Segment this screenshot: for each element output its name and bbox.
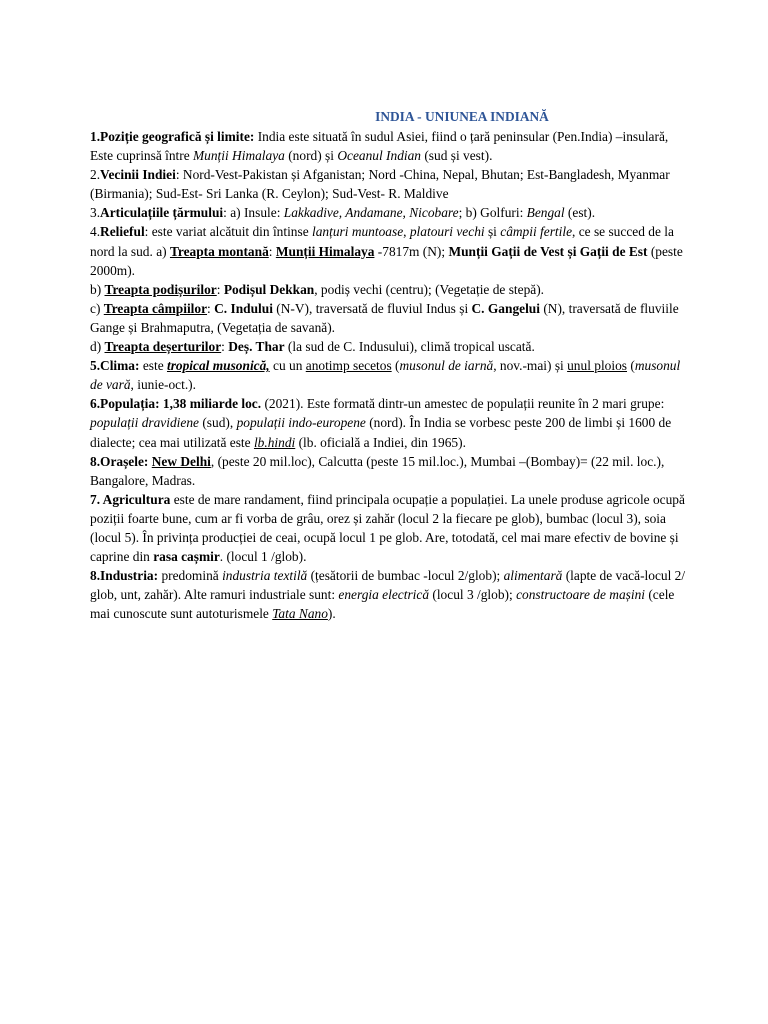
text: c) xyxy=(90,300,104,316)
text: (peste 2000m). xyxy=(90,243,683,278)
term: industria textilă xyxy=(222,568,308,584)
text: (lapte de vacă-locul 2/ glob, unt, zahăr). Alte ramuri industriale sunt: xyxy=(90,568,686,603)
term: Munții Himalaya xyxy=(275,243,375,259)
section-heading: 6.Populația: xyxy=(90,396,160,412)
term: Podișul Dekkan xyxy=(223,281,315,297)
text: (sud și vest). xyxy=(421,148,493,164)
text: (locul 3 /glob); xyxy=(429,587,517,603)
text: : xyxy=(216,281,224,297)
text: -7817m (N); xyxy=(374,243,449,259)
term: musonul de vară xyxy=(90,358,681,393)
document-title: INDIA - UNIUNEA INDIANĂ xyxy=(375,109,549,124)
text: (nord). În India se vorbesc peste 200 de limbi și 1600 de dialecte; cea mai utilizată este xyxy=(90,415,672,450)
term: Tata Nano xyxy=(272,606,328,622)
term: Lakkadive, Andamane, Nicobare xyxy=(283,205,459,221)
text: , xyxy=(403,224,410,240)
text: (N-V), traversată de fluviul Indus și xyxy=(272,300,472,316)
text: : este variat alcătuit din întinse xyxy=(144,224,313,240)
text: : Nord-Vest-Pakistan și Afganistan; Nord -China, Nepal, Bhutan; Est-Bangladesh, Myanmar (Birmania); Sud-Est- Sri Lanka (R. Ceylon); Sud-Vest- R. Maldive xyxy=(90,167,670,202)
term: New Delhi xyxy=(151,453,211,469)
text: ). xyxy=(327,606,336,622)
text: (est). xyxy=(564,205,596,221)
text: , (peste 20 mil.loc), Calcutta (peste 15 mil.loc.), Mumbai –(Bombay)= (22 mil. loc.), Bangalore, Madras. xyxy=(90,453,665,488)
text: și xyxy=(484,224,501,240)
term: anotimp secetos xyxy=(305,358,392,374)
section-heading: 8.Orașele: xyxy=(90,453,149,469)
text: , iunie-oct.). xyxy=(130,377,196,393)
text: ( xyxy=(391,358,400,374)
text: este de mare randament, fiind principala ocupație a populației. La unele produse agricole ocupă poziții foarte bune, cum ar fi vorba de grâu, orez și zahăr (locul 2 la fiecare pe glob), bumbac (locul 3), soia (locul 5). În privința producției de ceai, ocupă locul 1 pe glob. Are, totodată, cel mai mare efectiv de bovine și caprine din xyxy=(90,491,685,565)
text: , nov.-mai) și xyxy=(493,358,568,374)
section-relief-d xyxy=(90,337,690,356)
term: lanțuri muntoase xyxy=(312,224,404,240)
text: : xyxy=(221,339,229,355)
term: unul ploios xyxy=(567,358,628,374)
section-heading: Articulațiile țărmului xyxy=(100,205,224,221)
section-heading: 8.Industria: xyxy=(90,568,159,584)
term: musonul de iarnă xyxy=(399,358,494,374)
term: Bengal xyxy=(526,205,565,221)
term: Munții Himalaya xyxy=(193,148,285,164)
text: (la sud de C. Indusului), climă tropical uscată. xyxy=(284,339,535,355)
term: Oceanul Indian xyxy=(337,148,421,164)
section-heading: 5.Clima: xyxy=(90,358,140,374)
section-position xyxy=(90,127,690,165)
text: d) xyxy=(90,339,105,355)
subheading: Treapta deșerturilor xyxy=(104,339,222,355)
subheading: Treapta montană xyxy=(169,243,269,259)
text: cu un xyxy=(269,358,306,374)
text: ( xyxy=(627,358,635,374)
section-population xyxy=(90,394,690,451)
text: : xyxy=(207,300,215,316)
text: predomină xyxy=(158,568,223,584)
section-climate xyxy=(90,356,690,394)
text: (sud), xyxy=(198,415,237,431)
text: India este situată în sudul Asiei, fiind o țară peninsular (Pen.India) –insulară, Este cuprinsă între xyxy=(90,129,669,164)
section-relief-c xyxy=(90,299,690,337)
section-heading: 7. Agricultura xyxy=(90,491,171,507)
term: platouri vechi xyxy=(409,224,485,240)
section-agriculture xyxy=(90,490,690,566)
section-number: 3. xyxy=(90,205,101,221)
section-heading: Relieful xyxy=(100,224,145,240)
section-industry xyxy=(90,566,690,623)
subheading: Treapta podișurilor xyxy=(104,281,217,297)
text: , ce se succed de la nord la sud. a) xyxy=(90,224,674,259)
term: energia electrică xyxy=(338,587,430,603)
text: (lb. oficială a Indiei, din 1965). xyxy=(295,434,466,450)
text: : xyxy=(268,243,276,259)
section-number: 2. xyxy=(90,167,101,183)
term: rasa cașmir xyxy=(153,549,220,565)
term: Munții Gații de Vest și Gații de Est xyxy=(448,243,648,259)
section-cities xyxy=(90,452,690,490)
text: este xyxy=(139,358,167,374)
section-heading: Vecinii Indiei xyxy=(100,167,176,183)
document-body xyxy=(90,127,690,623)
text: b) xyxy=(90,281,105,297)
term: 1,38 miliarde loc. xyxy=(162,396,262,412)
term: constructoare de mașini xyxy=(516,587,645,603)
section-neighbors xyxy=(90,165,690,203)
section-number: 4. xyxy=(90,224,101,240)
term: tropical musonică, xyxy=(166,358,270,374)
term: câmpii fertile xyxy=(500,224,573,240)
term: C. Indului xyxy=(214,300,273,316)
text: (nord) și xyxy=(284,148,338,164)
text: . (locul 1 /glob). xyxy=(219,549,307,565)
text: ; b) Golfuri: xyxy=(458,205,527,221)
term: alimentară xyxy=(503,568,563,584)
text: (N), traversată de fluviile Gange și Brahmaputra, (Vegetația de savană). xyxy=(90,300,679,335)
term: C. Gangelui xyxy=(471,300,540,316)
term: Deș. Thar xyxy=(228,339,285,355)
text: (cele mai cunoscute sunt autoturismele xyxy=(90,587,675,622)
section-relief-b xyxy=(90,280,690,299)
text: (țesătorii de bumbac -locul 2/glob); xyxy=(307,568,504,584)
text: (2021). Este formată dintr-un amestec de populații reunite în 2 mari grupe: xyxy=(261,396,665,412)
section-heading: 1.Poziție geografică și limite: xyxy=(90,129,255,144)
section-coast xyxy=(90,203,690,222)
section-relief xyxy=(90,222,690,279)
term: lb.hindi xyxy=(253,434,296,450)
text: , podiș vechi (centru); (Vegetație de stepă). xyxy=(314,281,545,297)
term: populații indo-europene xyxy=(236,415,366,431)
text: : a) Insule: xyxy=(223,205,284,221)
subheading: Treapta câmpiilor xyxy=(103,300,208,316)
term: populații dravidiene xyxy=(90,415,199,431)
